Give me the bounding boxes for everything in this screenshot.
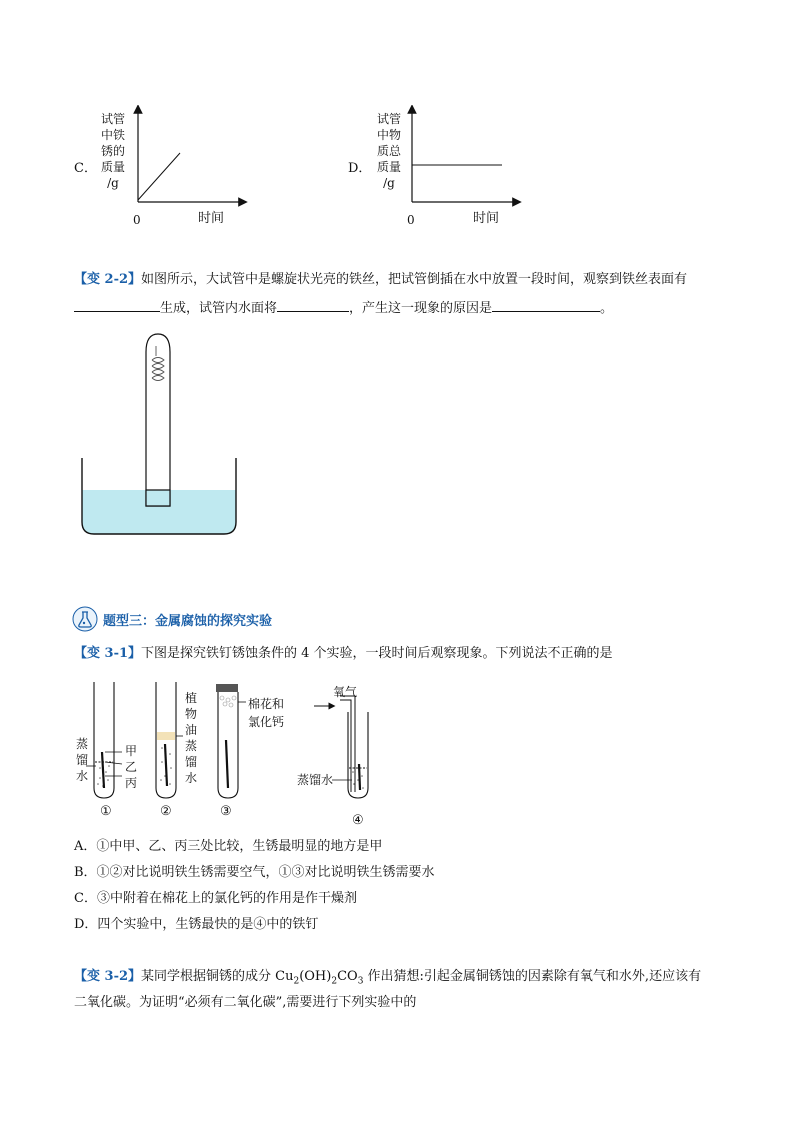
section-title: 题型三：金属腐蚀的探究实验 (103, 614, 273, 629)
graph-d-origin: 0 (407, 213, 415, 227)
q22-text4: 。 (600, 301, 614, 316)
q22-text3: ，产生这一现象的原因是 (349, 301, 493, 316)
option-d-label: D． (348, 161, 372, 176)
flask-icon (72, 606, 98, 632)
graph-c-axes (128, 105, 248, 210)
t4-water-label: 蒸馏水 (297, 773, 334, 787)
nail-2 (165, 744, 167, 786)
t1-marks: 甲 乙 丙 (125, 744, 138, 790)
test-tube-water (146, 490, 170, 506)
nail-4 (359, 764, 360, 790)
graph-d-axes (402, 105, 522, 210)
graph-c-line (138, 153, 180, 200)
cotton (220, 696, 236, 707)
tube-num-2: ② (160, 804, 172, 819)
stopper (216, 684, 238, 692)
q22-blank-2[interactable] (277, 297, 349, 312)
option-b[interactable]: B．①②对比说明铁生锈需要空气，①③对比说明铁生锈需要水 (74, 865, 435, 880)
q22-text2: 生成，试管内水面将 (160, 301, 278, 316)
q32-line1: 【变 3-2】某同学根据铜锈的成分 $Cu_2(OH)_2CO_3$ 作出猜想:引起金属铜锈蚀的因素除有氧气和水外,还应该有 (74, 969, 702, 987)
nail-3 (226, 740, 228, 788)
q22-tag: 【变 2-2】 (74, 272, 142, 287)
graph-d-ylabel: 试管 中物 质总 质量 /g (376, 112, 401, 190)
rust-experiment-figure (70, 680, 400, 830)
option-d[interactable]: D．四个实验中，生锈最快的是④中的铁钉 (74, 917, 319, 932)
graph-c-origin: 0 (133, 213, 141, 227)
t2-right-label: 植 物 油 蒸 馏 水 (184, 691, 197, 785)
t4-gas-label: 氧气 (333, 685, 358, 699)
tube-num-3: ③ (220, 804, 232, 819)
t1-left-label: 蒸 馏 水 (75, 737, 88, 783)
q32-tag: 【变 3-2】 (74, 969, 142, 984)
graph-c-ylabel: 试管 中铁 锈的 质量 /g (100, 112, 125, 190)
oil-layer (157, 732, 175, 740)
tube-num-4: ④ (352, 813, 364, 828)
q32-line2: 二氧化碳。为证明“必须有二氧化碳”,需要进行下列实验中的 (74, 995, 417, 1010)
test-tube (146, 334, 170, 506)
t3-label: 棉花和 氯化钙 (248, 697, 285, 729)
nail-1 (102, 752, 104, 788)
q22-blank-3[interactable] (492, 297, 600, 312)
q31-tag: 【变 3-1】 (74, 646, 142, 661)
q31-stem-line (74, 645, 613, 663)
beaker-figure (78, 330, 240, 540)
option-a[interactable]: A．①中甲、乙、丙三处比较，生锈最明显的地方是甲 (74, 839, 383, 854)
tube-num-1: ① (100, 804, 112, 819)
graph-d-xlabel: 时间 (473, 211, 500, 226)
q22-text1: 如图所示，大试管中是螺旋状光亮的铁丝，把试管倒插在水中放置一段时间，观察到铁丝表面有 (141, 272, 688, 287)
q22-line2 (74, 297, 613, 318)
gas-tube-inner (340, 700, 351, 792)
option-c[interactable]: C．③中附着在棉花上的氯化钙的作用是作干燥剂 (74, 891, 357, 906)
option-c-label: C． (74, 161, 97, 176)
tube-4-water (352, 771, 364, 789)
q31-stem: 下图是探究铁钉锈蚀条件的 4 个实验，一段时间后观察现象。下列说法不正确的是 (141, 646, 613, 661)
q22-line1 (74, 271, 687, 289)
q22-blank-1[interactable] (74, 297, 160, 312)
graph-c-xlabel: 时间 (198, 211, 225, 226)
